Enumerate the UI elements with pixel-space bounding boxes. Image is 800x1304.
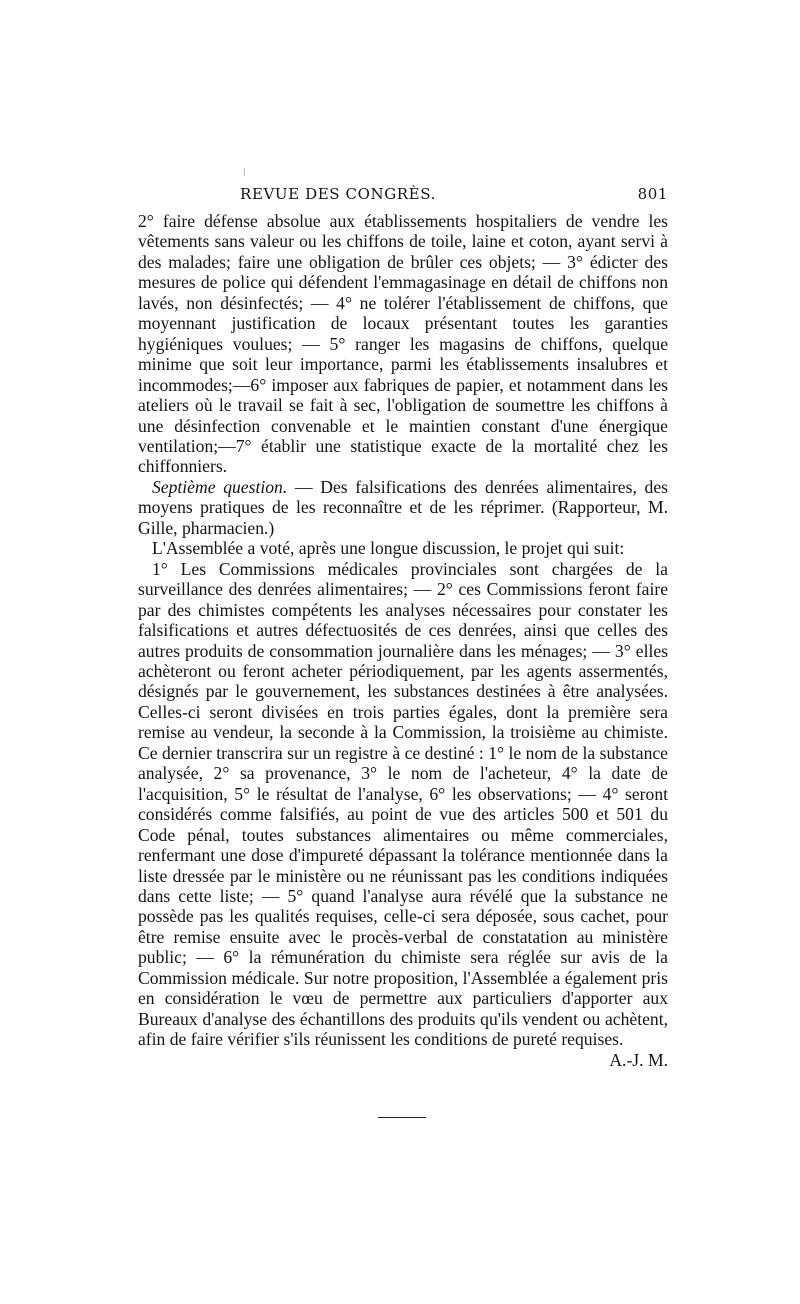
paragraph-assemblee-vote: L'Assemblée a voté, après une longue discussion, le projet qui suit: [152, 538, 625, 559]
paragraph-projet [138, 558, 668, 1070]
page-mark [244, 168, 245, 176]
author-signature: A.-J. M. [609, 1049, 668, 1070]
projet-text: 1° Les Commissions médicales provinciales sont chargées de la surveillance des denrées alimentaires; — 2° ces Commissions feront faire par des chimistes compétents les analyses nécessaires pour constater les falsifications et autres défectuosités de ces denrées, ainsi que celles des autres produits de consommation journalière dans les ménages; — 3° elles achèteront ou feront acheter périodiquement, par les agents assermentés, désignés par le gouvernement, les substances destinées à être analysées. Celles-ci seront divisées en trois parties égales, dont la première sera remise au vendeur, la seconde à la Commission, la troisième au chimiste. Ce dernier transcrira sur un registre à ce destiné : 1° le nom de la substance analysée, 2° sa provenance, 3° le nom de l'acheteur, 4° la date de l'acquisition, 5° le résultat de l'analyse, 6° les observations; — 4° seront considérés comme falsifiés, au point de vue des articles 500 et 501 du Code pénal, toutes substances alimentaires ou même commerciales, renfermant une dose d'impureté dépassant la tolérance mentionnée dans la liste dressée par le ministère ou ne réunissant pas les conditions indiquées dans cette liste; — 5° quand l'analyse aura révélé que la substance ne possède pas les qualités requises, celle-ci sera déposée, sous cachet, pour être remise ensuite avec le procès-verbal de constatation au ministère public; — 6° la rémunération du chimiste sera réglée sur avis de la Commission médicale. Sur notre proposition, l'Assemblée a également pris en considération le vœu de permettre aux particuliers d'apporter aux Bureaux d'analyse des échantillons des produits qu'ils vendent ou achètent, afin de faire vérifier s'ils réunissent les conditions de pureté requises. [138, 558, 668, 1050]
page-number: 801 [637, 185, 668, 203]
question-text: — Des falsifications des denrées alimentaires, des moyens pratiques de les reconnaître et de les réprimer. (Rapporteur, M. Gille, pharmacien.) [138, 476, 669, 538]
paragraph-septieme-question [138, 477, 668, 538]
body-text [138, 211, 668, 1070]
running-title: REVUE DES CONGRÈS. [240, 185, 436, 203]
page-header [138, 185, 668, 207]
end-rule [378, 1117, 426, 1118]
question-label: Septième question. [152, 476, 288, 497]
paragraph-recommendations: 2° faire défense absolue aux établissements hospitaliers de vendre les vêtements sans valeur ou les chiffons de toile, laine et coton, ayant servi à des malades; faire une obligation de brûler ces objets; — 3° édicter des mesures de police qui défendent l'emmagasinage en détail de chiffons non lavés, non désinfectés; — 4° ne tolérer l'établissement de chiffons, que moyennant justification de locaux présentant toutes les garanties hygiéniques voulues; — 5° ranger les magasins de chiffons, quelque minime que soit leur importance, parmi les établissements insalubres et incommodes;—6° imposer aux fabriques de papier, et notamment dans les ateliers où le travail se fait à sec, l'obligation de soumettre les chiffons à une désinfection convenable et le maintien constant d'une énergique ventilation;—7° établir une statistique exacte de la mortalité chez les chiffonniers. [138, 211, 668, 477]
